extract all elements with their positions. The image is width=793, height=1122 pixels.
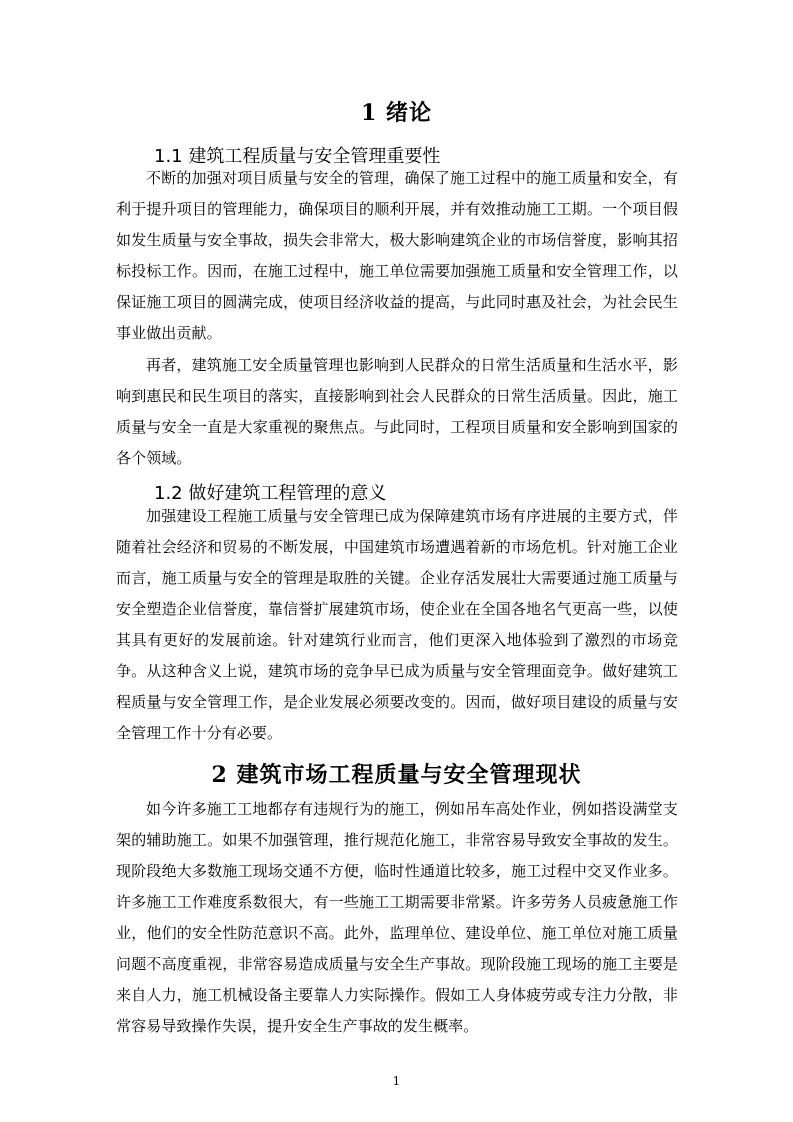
section-1-1-title: 1.1 建筑工程质量与安全管理重要性 [154,146,441,167]
chapter-1-title: 1 绪论 [361,100,432,126]
section-1-1-paragraph-2: 再者，建筑施工安全质量管理也影响到人民群众的日常生活质量和生活水平，影响到惠民和民生项目的落实，直接影响到社会人民群众的日常生活质量。因此，施工质量与安全一直是大家重视的聚焦点。与此同时，工程项目质量和安全影响到国家的各个领域。 [116,356,678,467]
chapter-2-paragraph-1: 如今许多施工工地都存有违规行为的施工，例如吊车高处作业，例如搭设满堂支架的辅助施工。如果不加强管理，推行规范化施工，非常容易导致安全事故的发生。现阶段绝大多数施工现场交通不方便，临时性通道比较多，施工过程中交叉作业多。许多施工工作难度系数很大，有一些施工工期需要非常紧。许多劳务人员疲惫施工作业，他们的安全性防范意识不高。此外，监理单位、建设单位、施工单位对施工质量问题不高度重视，非常容易造成质量与安全生产事故。现阶段施工现场的施工主要是来自人力，施工机械设备主要靠人力实际操作。假如工人身体疲劳或专注力分散，非常容易导致操作失误，提升安全生产事故的发生概率。 [116,800,678,1035]
page-number: 1 [392,1074,401,1088]
section-1-1-paragraph-1: 不断的加强对项目质量与安全的管理，确保了施工过程中的施工质量和安全，有利于提升项目的管理能力，确保项目的顺利开展，并有效推动施工工期。一个项目假如发生质量与安全事故，损失会非常大，极大影响建筑企业的市场信誉度，影响其招标投标工作。因而，在施工过程中，施工单位需要加强施工质量和安全管理工作，以保证施工项目的圆满完成，使项目经济收益的提高，与此同时惠及社会，为社会民生事业做出贡献。 [116,169,678,342]
section-1-2-paragraph-1: 加强建设工程施工质量与安全管理已成为保障建筑市场有序进展的主要方式，伴随着社会经济和贸易的不断发展，中国建筑市场遭遇着新的市场危机。针对施工企业而言，施工质量与安全的管理是取胜的关键。企业存活发展壮大需要通过施工质量与安全塑造企业信誉度，靠信誉扩展建筑市场，使企业在全国各地名气更高一些，以使其具有更好的发展前途。针对建筑行业而言，他们更深入地体验到了激烈的市场竞争。从这种含义上说，建筑市场的竞争早已成为质量与安全管理面竞争。做好建筑工程质量与安全管理工作，是企业发展必须要改变的。因而，做好项目建设的质量与安全管理工作十分有必要。 [116,507,678,742]
chapter-2-title: 2 建筑市场工程质量与安全管理现状 [211,762,582,788]
section-1-2-title: 1.2 做好建筑工程管理的意义 [154,483,387,504]
